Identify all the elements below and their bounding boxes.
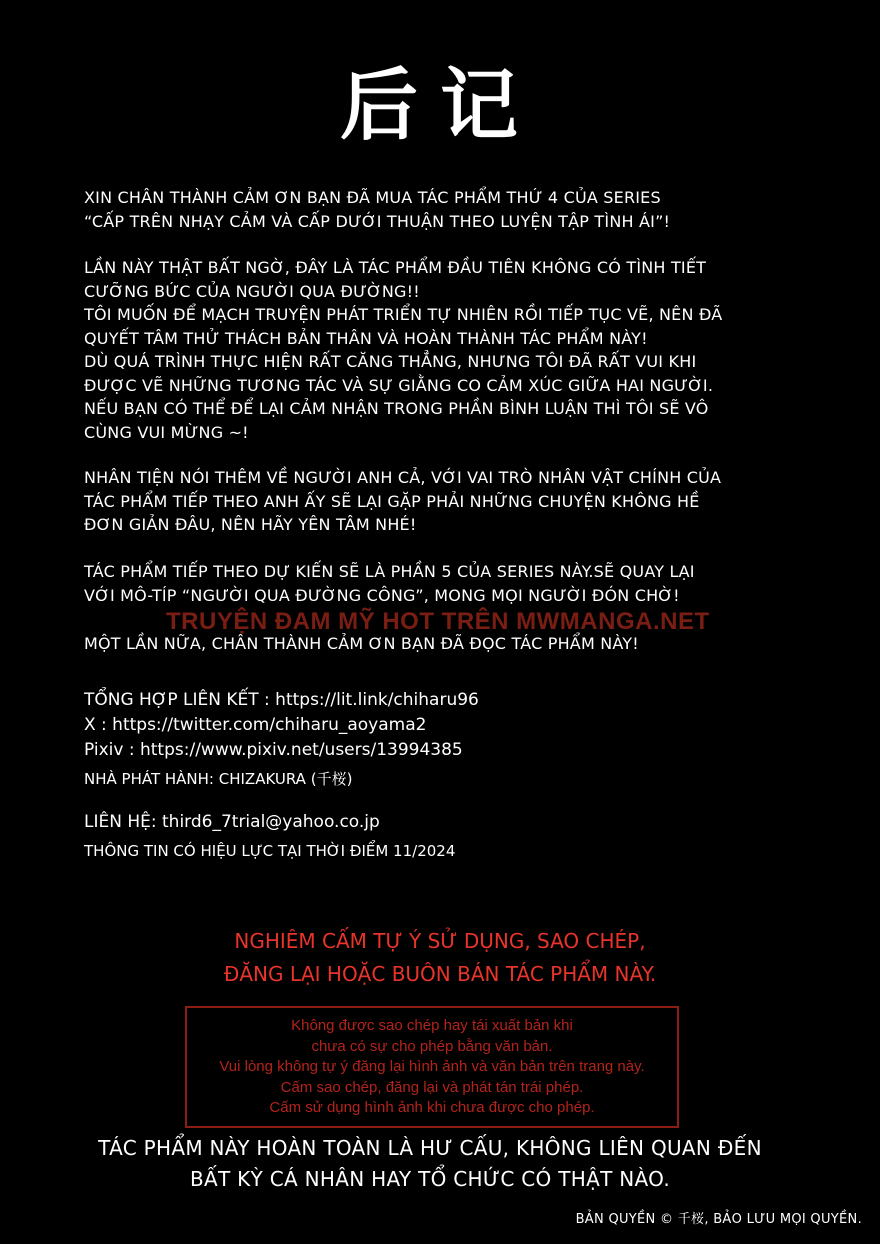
page-title: 后记 bbox=[339, 60, 540, 151]
paragraph-closing bbox=[84, 632, 804, 656]
notice-line: Không được sao chép hay tái xuất bản khi bbox=[291, 1017, 573, 1034]
text-line: NẾU BẠN CÓ THỂ ĐỂ LẠI CẢM NHẬN TRONG PHẦN BÌNH LUẬN THÌ TÔI SẼ VÔ bbox=[84, 399, 709, 418]
disclaimer-line: BẤT KỲ CÁ NHÂN HAY TỔ CHỨC CÓ THẬT NÀO. bbox=[189, 1167, 671, 1191]
links-section bbox=[84, 688, 804, 864]
text-line: VỚI MÔ-TÍP “NGƯỜI QUA ĐƯỜNG CÔNG”, MONG MỌI NGƯỜI ĐÓN CHỜ! bbox=[84, 585, 680, 605]
x-link[interactable]: X : https://twitter.com/chiharu_aoyama2 bbox=[84, 715, 427, 735]
text-line: XIN CHÂN THÀNH CẢM ƠN BẠN ĐÃ MUA TÁC PHẨM THỨ 4 CỦA SERIES bbox=[84, 188, 661, 207]
warning-line: NGHIÊM CẤM TỰ Ý SỬ DỤNG, SAO CHÉP, bbox=[234, 929, 646, 953]
text-line: MỘT LẦN NỮA, CHÂN THÀNH CẢM ƠN BẠN ĐÃ ĐỌC TÁC PHẨM NÀY! bbox=[84, 634, 639, 653]
usage-warning bbox=[0, 925, 880, 991]
paragraph-next-work bbox=[84, 560, 804, 607]
watermark-text: TRUYỆN ĐAM MỸ HOT TRÊN MWMANGA.NET bbox=[166, 608, 710, 635]
text-line: CÙNG VUI MỪNG ~! bbox=[84, 422, 249, 442]
contact-email[interactable]: LIÊN HỆ: third6_7trial@yahoo.co.jp bbox=[84, 812, 380, 832]
paragraph-thanks bbox=[84, 186, 804, 233]
text-line: ĐƯỢC VẼ NHỮNG TƯƠNG TÁC VÀ SỰ GIẰNG CO CẢM XÚC GIỮA HAI NGƯỜI. bbox=[84, 375, 714, 395]
copy-notice-box bbox=[185, 1006, 679, 1128]
text-line: QUYẾT TÂM THỬ THÁCH BẢN THÂN VÀ HOÀN THÀNH TÁC PHẨM NÀY! bbox=[84, 328, 648, 348]
notice-line: Cấm sao chép, đăng lại và phát tán trái phép. bbox=[280, 1078, 584, 1096]
text-line: CƯỠNG BỨC CỦA NGƯỜI QUA ĐƯỜNG!! bbox=[84, 281, 420, 301]
disclaimer-line: TÁC PHẨM NÀY HOÀN TOÀN LÀ HƯ CẤU, KHÔNG LIÊN QUAN ĐẾN bbox=[98, 1136, 762, 1160]
notice-line: chưa có sự cho phép bằng văn bản. bbox=[311, 1037, 553, 1055]
text-line: TÁC PHẨM TIẾP THEO ANH ẤY SẼ LẠI GẶP PHẢI NHỮNG CHUYỆN KHÔNG HỀ bbox=[84, 491, 700, 511]
paragraph-sequel-note bbox=[84, 466, 804, 537]
publisher-text: NHÀ PHÁT HÀNH: CHIZAKURA (千桜) bbox=[84, 770, 353, 788]
text-line: NHÂN TIỆN NÓI THÊM VỀ NGƯỜI ANH CẢ, VỚI VAI TRÒ NHÂN VẬT CHÍNH CỦA bbox=[84, 468, 722, 487]
text-line: DÙ QUÁ TRÌNH THỰC HIỆN RẤT CĂNG THẲNG, NHƯNG TÔI ĐÃ RẤT VUI KHI bbox=[84, 352, 697, 371]
warning-line: ĐĂNG LẠI HOẶC BUÔN BÁN TÁC PHẨM NÀY. bbox=[223, 962, 657, 986]
text-line: LẦN NÀY THẬT BẤT NGỜ, ĐÂY LÀ TÁC PHẨM ĐẦU TIÊN KHÔNG CÓ TÌNH TIẾT bbox=[84, 258, 707, 277]
paragraph-story bbox=[84, 256, 804, 444]
validity-note: THÔNG TIN CÓ HIỆU LỰC TẠI THỜI ĐIỂM 11/2024 bbox=[84, 842, 456, 860]
text-line: TÁC PHẨM TIẾP THEO DỰ KIẾN SẼ LÀ PHẦN 5 CỦA SERIES NÀY.SẼ QUAY LẠI bbox=[84, 562, 695, 581]
text-line: ĐƠN GIẢN ĐÂU, NÊN HÃY YÊN TÂM NHÉ! bbox=[84, 515, 417, 534]
copyright-note: BẢN QUYỀN © 千桜, BẢO LƯU MỌI QUYỀN. bbox=[575, 1212, 862, 1227]
text-line: “CẤP TRÊN NHẠY CẢM VÀ CẤP DƯỚI THUẬN THEO LUYỆN TẬP TÌNH ÁI”! bbox=[84, 211, 671, 231]
notice-line: Cấm sử dụng hình ảnh khi chưa được cho phép. bbox=[269, 1099, 595, 1116]
text-line: TÔI MUỐN ĐỂ MẠCH TRUYỆN PHÁT TRIỂN TỰ NHIÊN RỒI TIẾP TỤC VẼ, NÊN ĐÃ bbox=[84, 305, 723, 324]
notice-line: Vui lòng không tự ý đăng lại hình ảnh và văn bản trên trang này. bbox=[219, 1058, 645, 1075]
summary-link[interactable]: TỔNG HỢP LIÊN KẾT : https://lit.link/chiharu96 bbox=[84, 690, 479, 710]
fiction-disclaimer bbox=[0, 1133, 860, 1195]
pixiv-link[interactable]: Pixiv : https://www.pixiv.net/users/13994385 bbox=[84, 740, 463, 760]
